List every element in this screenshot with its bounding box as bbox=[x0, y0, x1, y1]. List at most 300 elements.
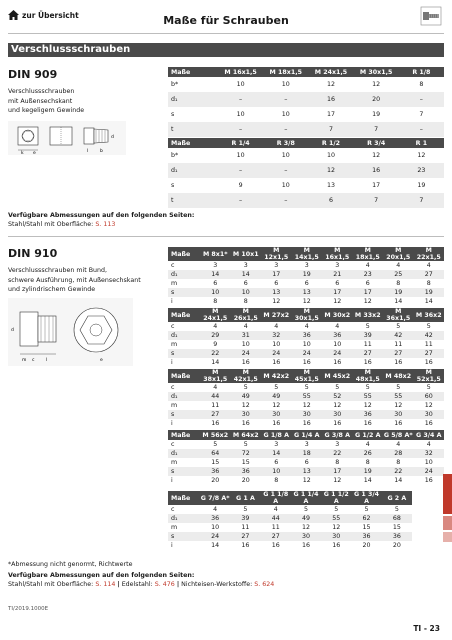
table-cell: 8 bbox=[365, 459, 370, 466]
table-cell: 8 bbox=[396, 280, 401, 287]
table-row bbox=[168, 449, 444, 458]
table-header: R 1 bbox=[399, 138, 444, 148]
table-cell: 19 bbox=[414, 288, 445, 297]
table-row bbox=[168, 410, 444, 419]
table-cell: 14 bbox=[394, 477, 403, 484]
din909-title: DIN 909 bbox=[8, 68, 58, 81]
table-header: M 56x2 bbox=[200, 430, 231, 440]
table-row bbox=[168, 193, 444, 208]
page-reference-link[interactable]: S. 114 bbox=[95, 580, 116, 588]
table-row bbox=[168, 331, 444, 340]
availability-text: Edelstahl: bbox=[121, 580, 155, 588]
table-row bbox=[168, 178, 444, 193]
separator: | bbox=[117, 580, 120, 588]
row-label: m bbox=[171, 402, 178, 409]
table-cell: 3 bbox=[335, 262, 340, 269]
table-cell: 11 bbox=[211, 402, 220, 409]
table-header: Maße bbox=[168, 308, 200, 322]
table-header: Maße bbox=[168, 67, 218, 77]
page-title: Maße für Schrauben bbox=[163, 14, 289, 27]
table-cell: 12 bbox=[333, 298, 342, 305]
table-cell: 12 bbox=[417, 152, 426, 159]
table-header: M 30x1,5 bbox=[354, 67, 399, 77]
table-cell: 4 bbox=[213, 323, 218, 330]
table-cell: 15 bbox=[211, 459, 220, 466]
table-cell: 12 bbox=[363, 298, 372, 305]
table-cell: 12 bbox=[394, 402, 403, 409]
table-cell: 7 bbox=[399, 193, 444, 208]
table-header: Maße bbox=[168, 491, 200, 505]
table-cell: 20 bbox=[392, 542, 401, 549]
table-header: M 18x1,5 bbox=[263, 67, 308, 77]
table-cell: 12 bbox=[333, 402, 342, 409]
table-cell: 32 bbox=[414, 449, 445, 458]
table-header: M 33x2 bbox=[353, 308, 384, 322]
table-cell: 10 bbox=[281, 81, 290, 88]
row-label: d₁ bbox=[168, 270, 200, 279]
table-cell: 16 bbox=[354, 163, 399, 178]
row-label: i bbox=[171, 420, 173, 427]
table-cell: 4 bbox=[335, 323, 340, 330]
row-label: i bbox=[171, 298, 173, 305]
table-row bbox=[168, 476, 444, 485]
table-cell: 8 bbox=[335, 459, 340, 466]
table-header-row bbox=[168, 67, 444, 77]
availability-title: Verfügbare Abmessungen auf den folgenden Seiten: bbox=[8, 212, 195, 219]
table-cell: 29 bbox=[200, 331, 231, 340]
table-header-row bbox=[168, 308, 444, 322]
chapter-tab bbox=[443, 474, 452, 514]
row-label: m bbox=[171, 524, 178, 531]
table-cell: 10 bbox=[424, 459, 433, 466]
din909-desc-line: und kegeligem Gewinde bbox=[8, 107, 85, 115]
table-cell: 55 bbox=[292, 392, 323, 401]
table-cell: 16 bbox=[363, 359, 372, 366]
table-cell: 16 bbox=[394, 420, 403, 427]
table-cell: 16 bbox=[271, 542, 280, 549]
table-cell: 16 bbox=[302, 420, 311, 427]
drawing-label: c bbox=[32, 358, 35, 363]
drawing-label: k bbox=[21, 151, 24, 155]
table-cell: 32 bbox=[261, 331, 292, 340]
table-cell: 12 bbox=[308, 163, 353, 178]
table-cell: 20 bbox=[362, 542, 371, 549]
table-cell: 11 bbox=[363, 341, 372, 348]
drawing-label: e bbox=[33, 151, 36, 155]
table-cell: 30 bbox=[322, 410, 353, 419]
table-header: M 26x1,5 bbox=[231, 308, 262, 322]
table-cell: 19 bbox=[417, 182, 426, 189]
row-label: s bbox=[168, 532, 200, 541]
table-cell: 10 bbox=[326, 152, 335, 159]
table-cell: 36 bbox=[351, 532, 381, 541]
table-cell: 11 bbox=[271, 524, 280, 531]
table-cell: 19 bbox=[383, 288, 414, 297]
table-cell: 20 bbox=[354, 92, 399, 107]
table-cell: 30 bbox=[291, 532, 321, 541]
table-header: M 52x1,5 bbox=[414, 369, 445, 383]
table-cell: 21 bbox=[322, 270, 353, 279]
table-cell: 17 bbox=[322, 288, 353, 297]
table-cell: 10 bbox=[200, 288, 231, 297]
table-header: Maße bbox=[168, 247, 200, 261]
din909-desc-line: mit Außensechskant bbox=[8, 97, 73, 105]
table-cell: 15 bbox=[362, 524, 371, 531]
table-cell: – bbox=[218, 163, 263, 178]
row-label: s bbox=[168, 467, 200, 476]
table-cell: 18 bbox=[292, 449, 323, 458]
table-cell: 24 bbox=[261, 349, 292, 358]
table-cell: 16 bbox=[301, 542, 310, 549]
din910-table-3 bbox=[168, 369, 444, 428]
table-cell: 16 bbox=[211, 420, 220, 427]
row-label: s bbox=[168, 288, 200, 297]
table-cell: 23 bbox=[353, 270, 384, 279]
table-cell: 6 bbox=[274, 280, 279, 287]
table-header: M 18x1,5 bbox=[353, 247, 384, 261]
table-cell: 30 bbox=[231, 410, 262, 419]
table-header: M 36x2 bbox=[414, 308, 445, 322]
table-cell: 17 bbox=[261, 270, 292, 279]
table-cell: 39 bbox=[230, 514, 260, 523]
table-cell: 16 bbox=[272, 359, 281, 366]
row-label: s bbox=[168, 410, 200, 419]
table-cell: 36 bbox=[292, 331, 323, 340]
table-cell: 6 bbox=[243, 280, 248, 287]
drawing-label: b bbox=[100, 149, 103, 154]
table-cell: 39 bbox=[353, 331, 384, 340]
table-cell: 5 bbox=[243, 384, 248, 391]
din910-table-1 bbox=[168, 247, 444, 306]
table-cell: 22 bbox=[383, 467, 414, 476]
table-cell: 72 bbox=[231, 449, 262, 458]
table-cell: 6 bbox=[304, 459, 309, 466]
table-cell: 10 bbox=[281, 111, 290, 118]
screw-logo-icon bbox=[420, 6, 442, 26]
table-row bbox=[168, 541, 412, 550]
table-header: M 45x2 bbox=[322, 369, 353, 383]
table-header: G 1 1/8 A bbox=[261, 491, 291, 505]
table-cell: 4 bbox=[396, 441, 401, 448]
table-cell: 5 bbox=[394, 506, 399, 513]
table-cell: – bbox=[263, 92, 308, 107]
table-cell: 14 bbox=[211, 359, 220, 366]
table-cell: 20 bbox=[211, 477, 220, 484]
table-cell: 30 bbox=[321, 532, 351, 541]
table-header: M 48x1,5 bbox=[353, 369, 384, 383]
table-cell: 23 bbox=[399, 163, 444, 178]
table-cell: 27 bbox=[383, 349, 414, 358]
table-header: G 3/4 A bbox=[414, 430, 445, 440]
table-header: G 5/8 A* bbox=[383, 431, 413, 439]
table-cell: 13 bbox=[292, 288, 323, 297]
table-header: R 1/4 bbox=[218, 138, 263, 148]
table-cell: 25 bbox=[383, 270, 414, 279]
table-cell: 5 bbox=[304, 384, 309, 391]
table-header: M 45x1,5 bbox=[292, 369, 323, 383]
table-header: M 42x1,5 bbox=[231, 369, 262, 383]
row-label: b* bbox=[171, 152, 179, 159]
row-label: c bbox=[171, 262, 175, 269]
section-title: Verschlussschrauben bbox=[8, 43, 444, 57]
chapter-tab bbox=[443, 532, 452, 542]
table-cell: 3 bbox=[304, 262, 309, 269]
row-label: d₁ bbox=[168, 449, 200, 458]
table-cell: 4 bbox=[304, 323, 309, 330]
drawing-label: l bbox=[87, 149, 89, 154]
din910-desc-line: und zylindrischem Gewinde bbox=[8, 286, 96, 294]
table-cell: 9 bbox=[238, 182, 243, 189]
table-cell: 20 bbox=[241, 477, 250, 484]
table-header: G 1 1/4 A bbox=[291, 491, 321, 505]
table-cell: 30 bbox=[261, 410, 292, 419]
table-header: G 7/8 A* bbox=[200, 491, 230, 505]
din909-availability bbox=[8, 212, 194, 229]
table-cell: 16 bbox=[333, 359, 342, 366]
table-cell: 7 bbox=[308, 122, 353, 137]
table-cell: – bbox=[263, 193, 308, 208]
table-cell: 68 bbox=[382, 514, 412, 523]
table-cell: 17 bbox=[353, 288, 384, 297]
table-row bbox=[168, 148, 444, 163]
table-header-row bbox=[168, 138, 444, 148]
table-cell: 30 bbox=[414, 410, 445, 419]
table-cell: 4 bbox=[243, 323, 248, 330]
table-header: M 12x1,5 bbox=[261, 247, 292, 261]
table-cell: 12 bbox=[301, 524, 310, 531]
table-row bbox=[168, 532, 412, 541]
table-cell: 55 bbox=[353, 392, 384, 401]
table-header: Maße bbox=[168, 369, 200, 383]
table-header: G 1/4 A bbox=[292, 430, 323, 440]
page-number: TI - 23 bbox=[413, 624, 440, 633]
table-header: M 42x2 bbox=[261, 369, 292, 383]
table-cell: 4 bbox=[274, 323, 279, 330]
table-cell: – bbox=[218, 92, 263, 107]
table-cell: 14 bbox=[394, 298, 403, 305]
din910-description bbox=[8, 266, 168, 295]
row-label: s bbox=[171, 111, 175, 118]
table-cell: 55 bbox=[383, 392, 414, 401]
table-cell: 5 bbox=[243, 506, 248, 513]
table-cell: 12 bbox=[272, 402, 281, 409]
drawing-label: d bbox=[111, 135, 114, 140]
table-cell: 30 bbox=[383, 410, 414, 419]
table-cell: 6 bbox=[308, 193, 353, 208]
table-cell: 10 bbox=[281, 152, 290, 159]
din910-footnote: *Abmessung nicht genormt, Richtwerte bbox=[8, 561, 133, 568]
table-header: M 27x2 bbox=[261, 308, 292, 322]
table-cell: 5 bbox=[334, 506, 339, 513]
table-cell: 30 bbox=[292, 410, 323, 419]
table-cell: 27 bbox=[261, 532, 291, 541]
table-header: G 2 A bbox=[382, 491, 412, 505]
table-cell: 16 bbox=[302, 359, 311, 366]
table-cell: 12 bbox=[241, 402, 250, 409]
table-header: M 64x2 bbox=[231, 430, 262, 440]
table-cell: 6 bbox=[365, 280, 370, 287]
table-header: G 3/8 A bbox=[322, 430, 353, 440]
table-header-row bbox=[168, 491, 412, 505]
table-cell: 16 bbox=[363, 420, 372, 427]
table-header: M 36x1,5 bbox=[383, 308, 414, 322]
row-label: c bbox=[171, 323, 175, 330]
table-cell: 27 bbox=[353, 349, 384, 358]
table-cell: 14 bbox=[424, 298, 433, 305]
table-header: M 10x1 bbox=[231, 247, 262, 261]
din909-technical-drawing bbox=[8, 121, 126, 155]
table-cell: 3 bbox=[274, 262, 279, 269]
header-divider bbox=[8, 33, 444, 34]
table-cell: 4 bbox=[365, 441, 370, 448]
table-cell: 12 bbox=[372, 152, 381, 159]
table-cell: 6 bbox=[274, 459, 279, 466]
table-row bbox=[168, 92, 444, 107]
table-cell: 10 bbox=[236, 81, 245, 88]
table-cell: 16 bbox=[308, 92, 353, 107]
row-label: t bbox=[168, 122, 218, 137]
table-row bbox=[168, 340, 444, 349]
table-cell: 16 bbox=[241, 359, 250, 366]
table-cell: 10 bbox=[241, 341, 250, 348]
table-header: Maße bbox=[168, 138, 218, 148]
table-header-row bbox=[168, 369, 444, 383]
table-cell: 62 bbox=[351, 514, 381, 523]
din910-table-5 bbox=[168, 491, 412, 550]
row-label: i bbox=[171, 477, 173, 484]
table-cell: 4 bbox=[273, 506, 278, 513]
table-cell: 5 bbox=[396, 323, 401, 330]
table-row bbox=[168, 288, 444, 297]
table-header: M 38x1,5 bbox=[200, 369, 231, 383]
document-code: TI/2019.1000E bbox=[8, 606, 49, 612]
table-cell: 28 bbox=[383, 449, 414, 458]
table-row bbox=[168, 514, 412, 523]
table-row bbox=[168, 77, 444, 92]
table-cell: 10 bbox=[333, 341, 342, 348]
table-header: M 16x1,5 bbox=[322, 247, 353, 261]
table-cell: 27 bbox=[200, 410, 231, 419]
table-cell: 4 bbox=[365, 262, 370, 269]
table-cell: 12 bbox=[326, 81, 335, 88]
table-cell: 36 bbox=[200, 514, 230, 523]
table-cell: 4 bbox=[396, 262, 401, 269]
table-cell: 49 bbox=[231, 392, 262, 401]
din910-table-4 bbox=[168, 430, 444, 485]
row-label: c bbox=[171, 506, 175, 513]
table-row bbox=[168, 163, 444, 178]
table-cell: 36 bbox=[353, 410, 384, 419]
table-cell: 3 bbox=[213, 262, 218, 269]
table-header: M 30x2 bbox=[322, 308, 353, 322]
availability-text: Stahl/Stahl mit Oberfläche: bbox=[8, 220, 96, 228]
table-header: M 16x1,5 bbox=[218, 67, 263, 77]
row-label: d₁ bbox=[168, 392, 200, 401]
page-reference-link[interactable]: S. 113 bbox=[95, 220, 116, 228]
table-cell: 24 bbox=[322, 349, 353, 358]
table-header: M 48x2 bbox=[383, 369, 414, 383]
table-row bbox=[168, 270, 444, 279]
table-header: G 1/8 A bbox=[261, 430, 292, 440]
table-header: M 30x1,5 bbox=[292, 308, 323, 322]
din909-desc-line: Verschlussschrauben bbox=[8, 88, 75, 95]
separator: | bbox=[176, 580, 180, 588]
din910-desc-line: schwere Ausführung, mit Außensechskant bbox=[8, 276, 141, 284]
table-cell: 11 bbox=[241, 524, 250, 531]
table-row bbox=[168, 349, 444, 358]
table-cell: 10 bbox=[211, 524, 220, 531]
row-label: t bbox=[168, 193, 218, 208]
table-cell: 12 bbox=[363, 402, 372, 409]
table-cell: – bbox=[263, 122, 308, 137]
row-label: c bbox=[171, 441, 175, 448]
page-reference-link[interactable]: S. 624 bbox=[254, 580, 275, 588]
table-header: M 24x1,5 bbox=[200, 308, 231, 322]
table-header: R 3/8 bbox=[263, 138, 308, 148]
table-cell: 19 bbox=[292, 270, 323, 279]
table-cell: 12 bbox=[302, 402, 311, 409]
table-cell: 6 bbox=[213, 280, 218, 287]
table-cell: 5 bbox=[364, 506, 369, 513]
table-cell: 16 bbox=[424, 420, 433, 427]
table-cell: 5 bbox=[426, 384, 431, 391]
table-cell: 10 bbox=[236, 152, 245, 159]
row-label: i bbox=[171, 359, 173, 366]
table-cell: 55 bbox=[321, 514, 351, 523]
table-cell: 42 bbox=[414, 331, 445, 340]
table-header-row bbox=[168, 247, 444, 261]
table-cell: 8 bbox=[396, 459, 401, 466]
table-row bbox=[168, 392, 444, 401]
table-cell: 11 bbox=[394, 341, 403, 348]
table-row bbox=[168, 297, 444, 306]
table-cell: 6 bbox=[304, 280, 309, 287]
table-header: M 8x1* bbox=[200, 247, 231, 261]
table-row bbox=[168, 122, 444, 137]
table-header: G 1 1/2 A bbox=[321, 491, 351, 505]
row-label: i bbox=[171, 542, 173, 549]
table-cell: 14 bbox=[261, 449, 292, 458]
table-cell: 31 bbox=[231, 331, 262, 340]
table-cell: 10 bbox=[281, 182, 290, 189]
table-cell: 4 bbox=[426, 441, 431, 448]
table-cell: 49 bbox=[291, 514, 321, 523]
table-header-row bbox=[168, 430, 444, 440]
din910-title: DIN 910 bbox=[8, 247, 58, 260]
table-cell: 17 bbox=[326, 111, 335, 118]
table-cell: – bbox=[218, 122, 263, 137]
din909-table-1 bbox=[168, 67, 444, 137]
table-header: R 1/2 bbox=[308, 138, 353, 148]
table-cell: 5 bbox=[303, 506, 308, 513]
table-cell: 27 bbox=[414, 270, 445, 279]
table-cell: 14 bbox=[200, 270, 231, 279]
table-cell: 7 bbox=[354, 122, 399, 137]
din910-table-2 bbox=[168, 308, 444, 367]
table-cell: 13 bbox=[261, 288, 292, 297]
table-cell: 36 bbox=[231, 467, 262, 476]
page-reference-link[interactable]: S. 476 bbox=[154, 580, 175, 588]
table-cell: 26 bbox=[353, 449, 384, 458]
table-cell: 12 bbox=[333, 477, 342, 484]
table-cell: 10 bbox=[302, 341, 311, 348]
row-label: m bbox=[171, 280, 178, 287]
table-cell: 36 bbox=[382, 532, 412, 541]
chapter-tab bbox=[443, 516, 452, 530]
drawing-label: m bbox=[22, 358, 27, 363]
availability-title: Verfügbare Abmessungen auf den folgenden Seiten: bbox=[8, 572, 195, 579]
table-cell: 27 bbox=[230, 532, 260, 541]
